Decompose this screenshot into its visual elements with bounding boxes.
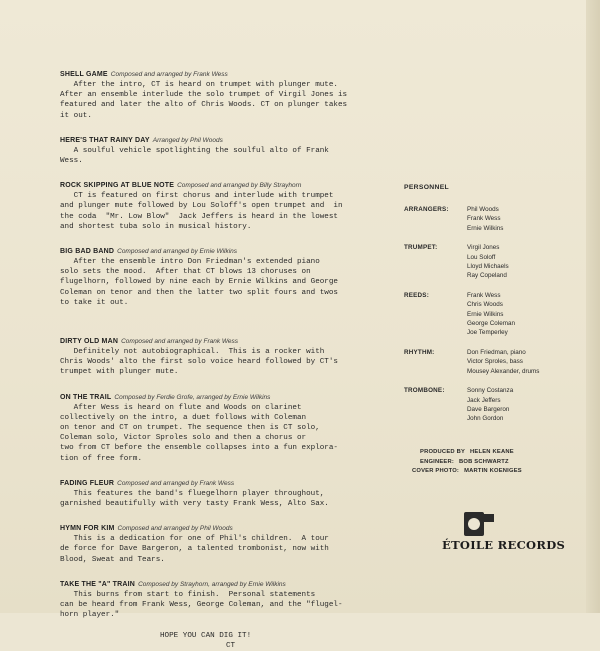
signoff-signature: CT <box>226 641 380 651</box>
musician-name: Frank Wess <box>467 214 503 223</box>
track-description: This burns from start to finish. Personal statements can be heard from Frank Wess, George Coleman, and the "flugel- horn player." <box>60 590 380 621</box>
musician-name: Chris Woods <box>467 300 515 309</box>
cover-photo-credit <box>412 467 562 477</box>
musician-name: John Gordon <box>467 414 513 423</box>
track-credit: Composed and arranged by Phil Woods <box>118 525 233 532</box>
liner-notes <box>60 65 380 651</box>
track-note <box>60 519 380 565</box>
credit-label: ENGINEER: <box>420 458 454 468</box>
musician-name: Ernie Wilkins <box>467 224 503 233</box>
track-credit: Composed and arranged by Billy Strayhorn <box>177 182 301 189</box>
track-note <box>60 474 380 509</box>
musician-name: Don Friedman, piano <box>467 348 539 357</box>
musician-name: Phil Woods <box>467 205 503 214</box>
personnel-group <box>404 386 584 424</box>
label-name: ÉTOILE RECORDS <box>442 538 565 552</box>
credit-label: PRODUCED BY <box>420 448 465 458</box>
musician-name: Victor Sproles, bass <box>467 357 539 366</box>
musician-name: Dave Bargeron <box>467 405 513 414</box>
engineer-credit <box>412 458 562 468</box>
musician-name: Jack Jeffers <box>467 396 513 405</box>
musician-name: Joe Temperley <box>467 328 515 337</box>
label-logo <box>436 512 546 556</box>
track-title: FADING FLEUR <box>60 480 114 487</box>
track-credit: Composed by Strayhorn, arranged by Ernie Wilkins <box>138 581 286 588</box>
track-credit: Arranged by Phil Woods <box>153 137 223 144</box>
signoff <box>160 631 380 651</box>
personnel-role: ARRANGERS: <box>404 205 467 233</box>
track-title: HYMN FOR KIM <box>60 525 115 532</box>
track-note <box>60 242 380 308</box>
personnel-role: TROMBONE: <box>404 386 467 424</box>
track-description: This features the band's fluegelhorn player throughout, garnished beautifully with very tasty Frank Wess, Alto Sax. <box>60 489 380 509</box>
track-note <box>60 65 380 121</box>
track-credit: Composed and arranged by Frank Wess <box>121 338 238 345</box>
track-note <box>60 575 380 621</box>
track-note <box>60 131 380 166</box>
musician-name: Virgil Jones <box>467 243 509 252</box>
producer-credit <box>412 448 562 458</box>
personnel-role: REEDS: <box>404 291 467 338</box>
track-title: SHELL GAME <box>60 71 108 78</box>
credit-value: MARTIN KOENIGES <box>464 468 522 474</box>
musician-name: Frank Wess <box>467 291 515 300</box>
track-description: A soulful vehicle spotlighting the soulful alto of Frank Wess. <box>60 146 380 166</box>
track-description: After the intro, CT is heard on trumpet with plunger mute. After an ensemble interlude the solo trumpet of Virgil Jones is featured and later the alto of Chris Woods. CT on plunger takes it out. <box>60 80 380 121</box>
musician-name: Lou Soloff <box>467 253 509 262</box>
track-credit: Composed by Ferdie Grofe, arranged by Ernie Wilkins <box>114 394 270 401</box>
personnel-group <box>404 205 584 233</box>
track-credit: Composed and arranged by Ernie Wilkins <box>117 248 237 255</box>
musician-name: Ray Copeland <box>467 271 509 280</box>
musician-name: Ernie Wilkins <box>467 310 515 319</box>
personnel-role: RHYTHM: <box>404 348 467 376</box>
personnel-group <box>404 348 584 376</box>
track-note <box>60 176 380 232</box>
label-emblem-icon <box>464 512 484 536</box>
track-title: HERE'S THAT RAINY DAY <box>60 137 150 144</box>
credit-value: HELEN KEANE <box>470 449 514 455</box>
sleeve-edge <box>586 0 600 613</box>
credit-label: COVER PHOTO: <box>412 467 459 477</box>
production-credits <box>412 448 562 477</box>
track-title: ON THE TRAIL <box>60 394 111 401</box>
track-title: BIG BAD BAND <box>60 248 114 255</box>
track-title: DIRTY OLD MAN <box>60 338 118 345</box>
personnel-group <box>404 291 584 338</box>
musician-name: Mousey Alexander, drums <box>467 367 539 376</box>
track-note <box>60 388 380 464</box>
flag-icon <box>484 514 494 522</box>
track-credit: Composed and arranged by Frank Wess <box>111 71 228 78</box>
track-note <box>60 332 380 378</box>
musician-name: Sonny Costanza <box>467 386 513 395</box>
musician-name: George Coleman <box>467 319 515 328</box>
track-description: CT is featured on first chorus and interlude with trumpet and plunger mute followed by Lou Soloff's open trumpet and in the coda "Mr. Low Blow" Jack Jeffers is heard in the lowest and shortest tuba solo in musical history. <box>60 191 380 232</box>
track-description: Definitely not autobiographical. This is a rocker with Chris Woods' alto the first solo voice heard followed by CT's trumpet with plunger mute. <box>60 347 380 378</box>
track-credit: Composed and arranged by Frank Wess <box>117 480 234 487</box>
track-title: TAKE THE "A" TRAIN <box>60 581 135 588</box>
signoff-line: HOPE YOU CAN DIG IT! <box>160 631 380 641</box>
track-description: This is a dedication for one of Phil's children. A tour de force for Dave Bargeron, a talented trombonist, now with Blood, Sweat and Tears. <box>60 534 380 565</box>
credit-value: BOB SCHWARTZ <box>459 459 509 465</box>
track-description: After Wess is heard on flute and Woods on clarinet collectively on the intro, a duet follows with Coleman on tenor and CT on trumpet. The sequence then is CT solo, Coleman solo, Victor Sproles solo and then a chorus or two from CT before the ensemble collapses into a fun explora- tion of free form. <box>60 403 380 464</box>
musician-name: Lloyd Michaels <box>467 262 509 271</box>
track-description: After the ensemble intro Don Friedman's extended piano solo sets the mood. After that CT blows 13 choruses on flugelhorn, followed by nine each by Ernie Wilkins and George Coleman on tenor and then the latter two split fours and twos to take it out. <box>60 257 380 308</box>
personnel-group <box>404 243 584 281</box>
personnel-title: PERSONNEL <box>404 184 584 191</box>
personnel-role: TRUMPET: <box>404 243 467 281</box>
personnel-list <box>404 184 584 434</box>
track-title: ROCK SKIPPING AT BLUE NOTE <box>60 182 174 189</box>
